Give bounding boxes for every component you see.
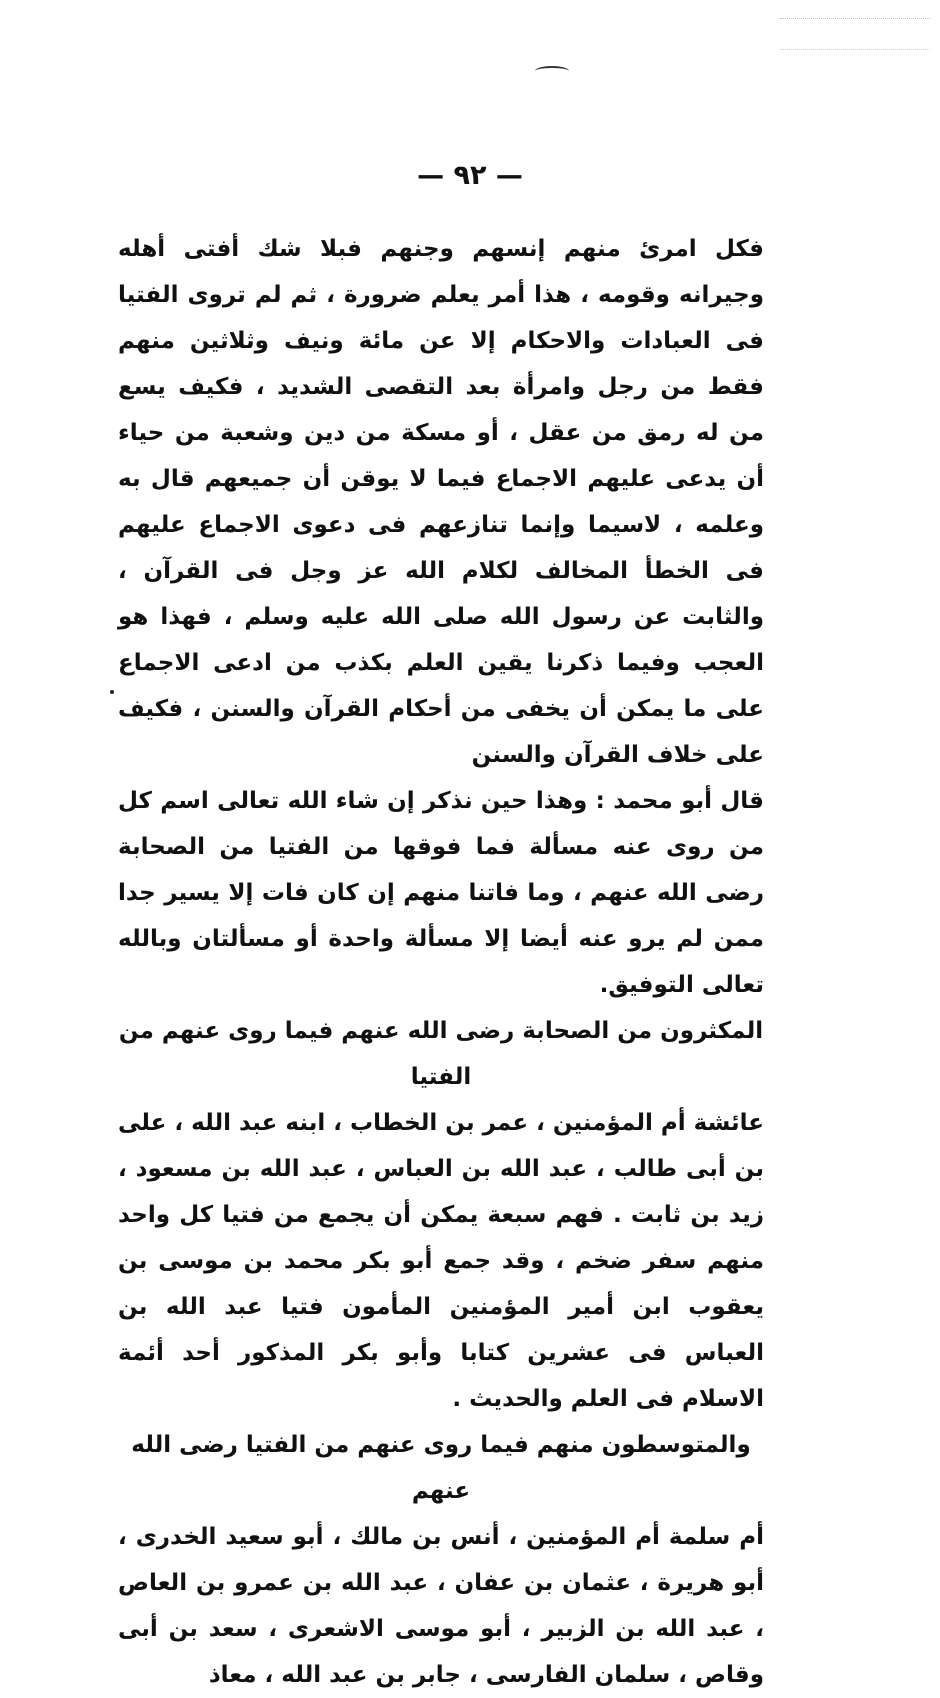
paragraph: قال أبو محمد : وهذا حين نذكر إن شاء الله تعالى اسم كل من روى عنه مسألة فما فوقها من الفتيا من الصحابة رضى الله عنهم ، وما فاتنا منهم إن كان فات إلا يسير جدا ممن لم يرو عنه أيضا إلا مسألة واحدة أو مسألتان وبالله تعالى التوفيق.	[118, 788, 764, 998]
paragraph: عائشة أم المؤمنين ، عمر بن الخطاب ، ابنه عبد الله ، على بن أبى طالب ، عبد الله بن العباس ، عبد الله بن مسعود ، زيد بن ثابت . فهم سبعة يمكن أن يجمع من فتيا كل واحد منهم سفر ضخم ، وقد جمع أبو بكر محمد بن موسى بن يعقوب ابن أمير المؤمنين المأمون فتيا عبد الله بن العباس فى عشرين كتابا وأبو بكر المذكور أحد أئمة الاسلام فى العلم والحديث .	[118, 1110, 764, 1412]
scan-artifact	[535, 66, 569, 76]
paragraph: أم سلمة أم المؤمنين ، أنس بن مالك ، أبو سعيد الخدرى ، أبو هريرة ، عثمان بن عفان ، عبد الله بن عمرو بن العاص ، عبد الله بن الزبير ، أبو موسى الاشعرى ، سعد بن أبى وقاص ، سلمان الفارسى ، جابر بن عبد الله ، معاذ	[118, 1524, 764, 1688]
section-heading: المكثرون من الصحابة رضى الله عنهم فيما روى عنهم من الفتيا	[118, 1018, 764, 1090]
scan-artifact	[110, 690, 114, 694]
section-heading: والمتوسطون منهم فيما روى عنهم من الفتيا رضى الله عنهم	[131, 1432, 751, 1504]
main-text	[118, 226, 764, 1698]
paragraph: فكل امرئ منهم إنسهم وجنهم فبلا شك أفتى أهله وجيرانه وقومه ، هذا أمر يعلم ضرورة ، ثم لم تروى الفتيا فى العبادات والاحكام إلا عن مائة ونيف وثلاثين منهم فقط من رجل وامرأة بعد التقصى الشديد ، فكيف يسع من له رمق من عقل ، أو مسكة من دين وشعبة من حياء أن يدعى عليهم الاجماع فيما لا يوقن أن جميعهم قال به وعلمه ، لاسيما وإنما تنازعهم فى دعوى الاجماع عليهم فى الخطأ المخالف لكلام الله عز وجل فى القرآن ، والثابت عن رسول الله صلى الله عليه وسلم ، فهذا هو العجب وفيما ذكرنا يقين العلم بكذب من ادعى الاجماع على ما يمكن أن يخفى من أحكام القرآن والسنن ، فكيف على خلاف القرآن والسنن	[118, 236, 764, 768]
page-number: — ٩٢ —	[417, 160, 523, 191]
scan-artifact	[780, 18, 930, 50]
